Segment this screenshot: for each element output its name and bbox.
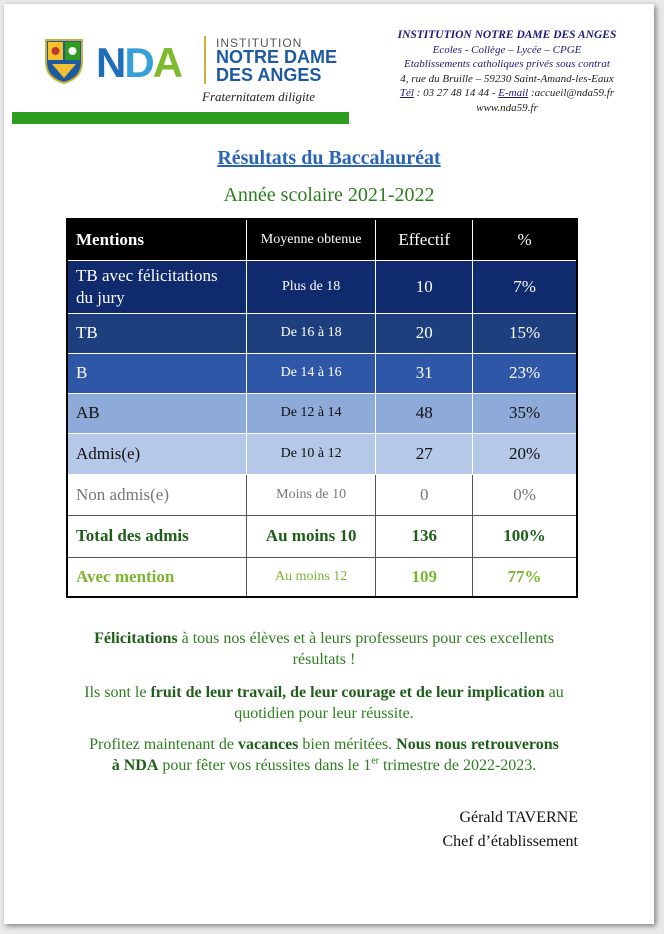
table-row-total [67,515,577,557]
cell-moyenne: De 10 à 12 [246,433,375,474]
table-row-with-mention [67,557,577,597]
cell-percent: 7% [473,260,577,313]
cell-mention: Admis(e) [67,433,246,474]
table-row [67,393,577,433]
institution-name: NOTRE DAME DES ANGES [216,47,337,85]
header-moyenne: Moyenne obtenue [246,219,375,260]
results-table [66,218,578,598]
cell-effectif: 20 [376,313,473,353]
cell-effectif: 0 [376,474,473,515]
email-label[interactable]: E-mail [498,87,529,99]
contact-levels: Ecoles - Collège – Lycée – CPGE [432,43,582,56]
header-green-bar [12,112,349,124]
cell-effectif: 48 [376,393,473,433]
email-value[interactable]: :accueil@nda59.fr [528,87,615,99]
header-percent: % [473,219,577,260]
cell-percent: 0% [473,474,577,515]
cell-moyenne: Moins de 10 [246,474,375,515]
cell-effectif: 10 [376,260,473,313]
cell-effectif: 31 [376,353,473,393]
website-link[interactable]: www.nda59.fr [476,101,538,114]
signature-block [442,806,578,854]
cell-percent: 77% [473,557,577,597]
table-row [67,260,577,313]
cell-mention: Total des admis [67,515,246,557]
document-title: Résultats du Baccalauréat [217,147,441,169]
cell-moyenne: Au moins 12 [246,557,375,597]
contact-block [374,28,640,115]
cell-mention: B [67,353,246,393]
school-logo [44,34,364,104]
holiday-paragraph: Profitez maintenant de vacances bien méritées. Nous nous retrouverons à NDA pour fêter vos réussites dans le 1er trimestre de 2022-2023. [89,736,559,774]
cell-percent: 20% [473,433,577,474]
signatory-name: Gérald TAVERNE [459,809,578,826]
crest-icon [44,38,84,84]
cell-effectif: 136 [376,515,473,557]
contact-title: INSTITUTION NOTRE DAME DES ANGES [397,29,617,41]
header-mentions: Mentions [67,219,246,260]
nda-logotype: NDA [96,39,182,86]
phone-label: Tél [399,87,414,99]
contact-status: Etablissements catholiques privés sous contrat [404,58,610,70]
signatory-role: Chef d’établissement [442,833,578,850]
cell-moyenne: De 16 à 18 [246,313,375,353]
header-effectif: Effectif [376,219,473,260]
cell-mention: Avec mention [67,557,246,597]
cell-mention: TB avec félicitations du jury [67,260,246,313]
cell-percent: 15% [473,313,577,353]
phone-value: : 03 27 48 14 44 - [413,87,499,99]
institution-label: INSTITUTION [216,36,303,50]
table-row [67,313,577,353]
cell-percent: 35% [473,393,577,433]
cell-moyenne: Plus de 18 [246,260,375,313]
school-motto: Fraternitatem diligite [202,89,316,104]
table-row [67,433,577,474]
table-row [67,474,577,515]
contact-address: 4, rue du Bruille – 59230 Saint-Amand-les-Eaux [400,72,614,85]
cell-percent: 23% [473,353,577,393]
table-row [67,353,577,393]
logo-divider [204,36,206,84]
cell-percent: 100% [473,515,577,557]
cell-moyenne: De 14 à 16 [246,353,375,393]
table-header-row [67,219,577,260]
document-page [4,4,654,924]
cell-effectif: 109 [376,557,473,597]
congratulations-paragraph: Félicitations à tous nos élèves et à leurs professeurs pour ces excellents résultats ! [94,630,554,668]
cell-mention: AB [67,393,246,433]
contact-phone-email [374,86,640,101]
effort-paragraph: Ils sont le fruit de leur travail, de leur courage et de leur implication au quotidien pour leur réussite. [84,684,564,722]
cell-effectif: 27 [376,433,473,474]
cell-mention: TB [67,313,246,353]
document-subtitle: Année scolaire 2021-2022 [223,184,435,206]
cell-moyenne: De 12 à 14 [246,393,375,433]
cell-mention: Non admis(e) [67,474,246,515]
cell-moyenne: Au moins 10 [246,515,375,557]
